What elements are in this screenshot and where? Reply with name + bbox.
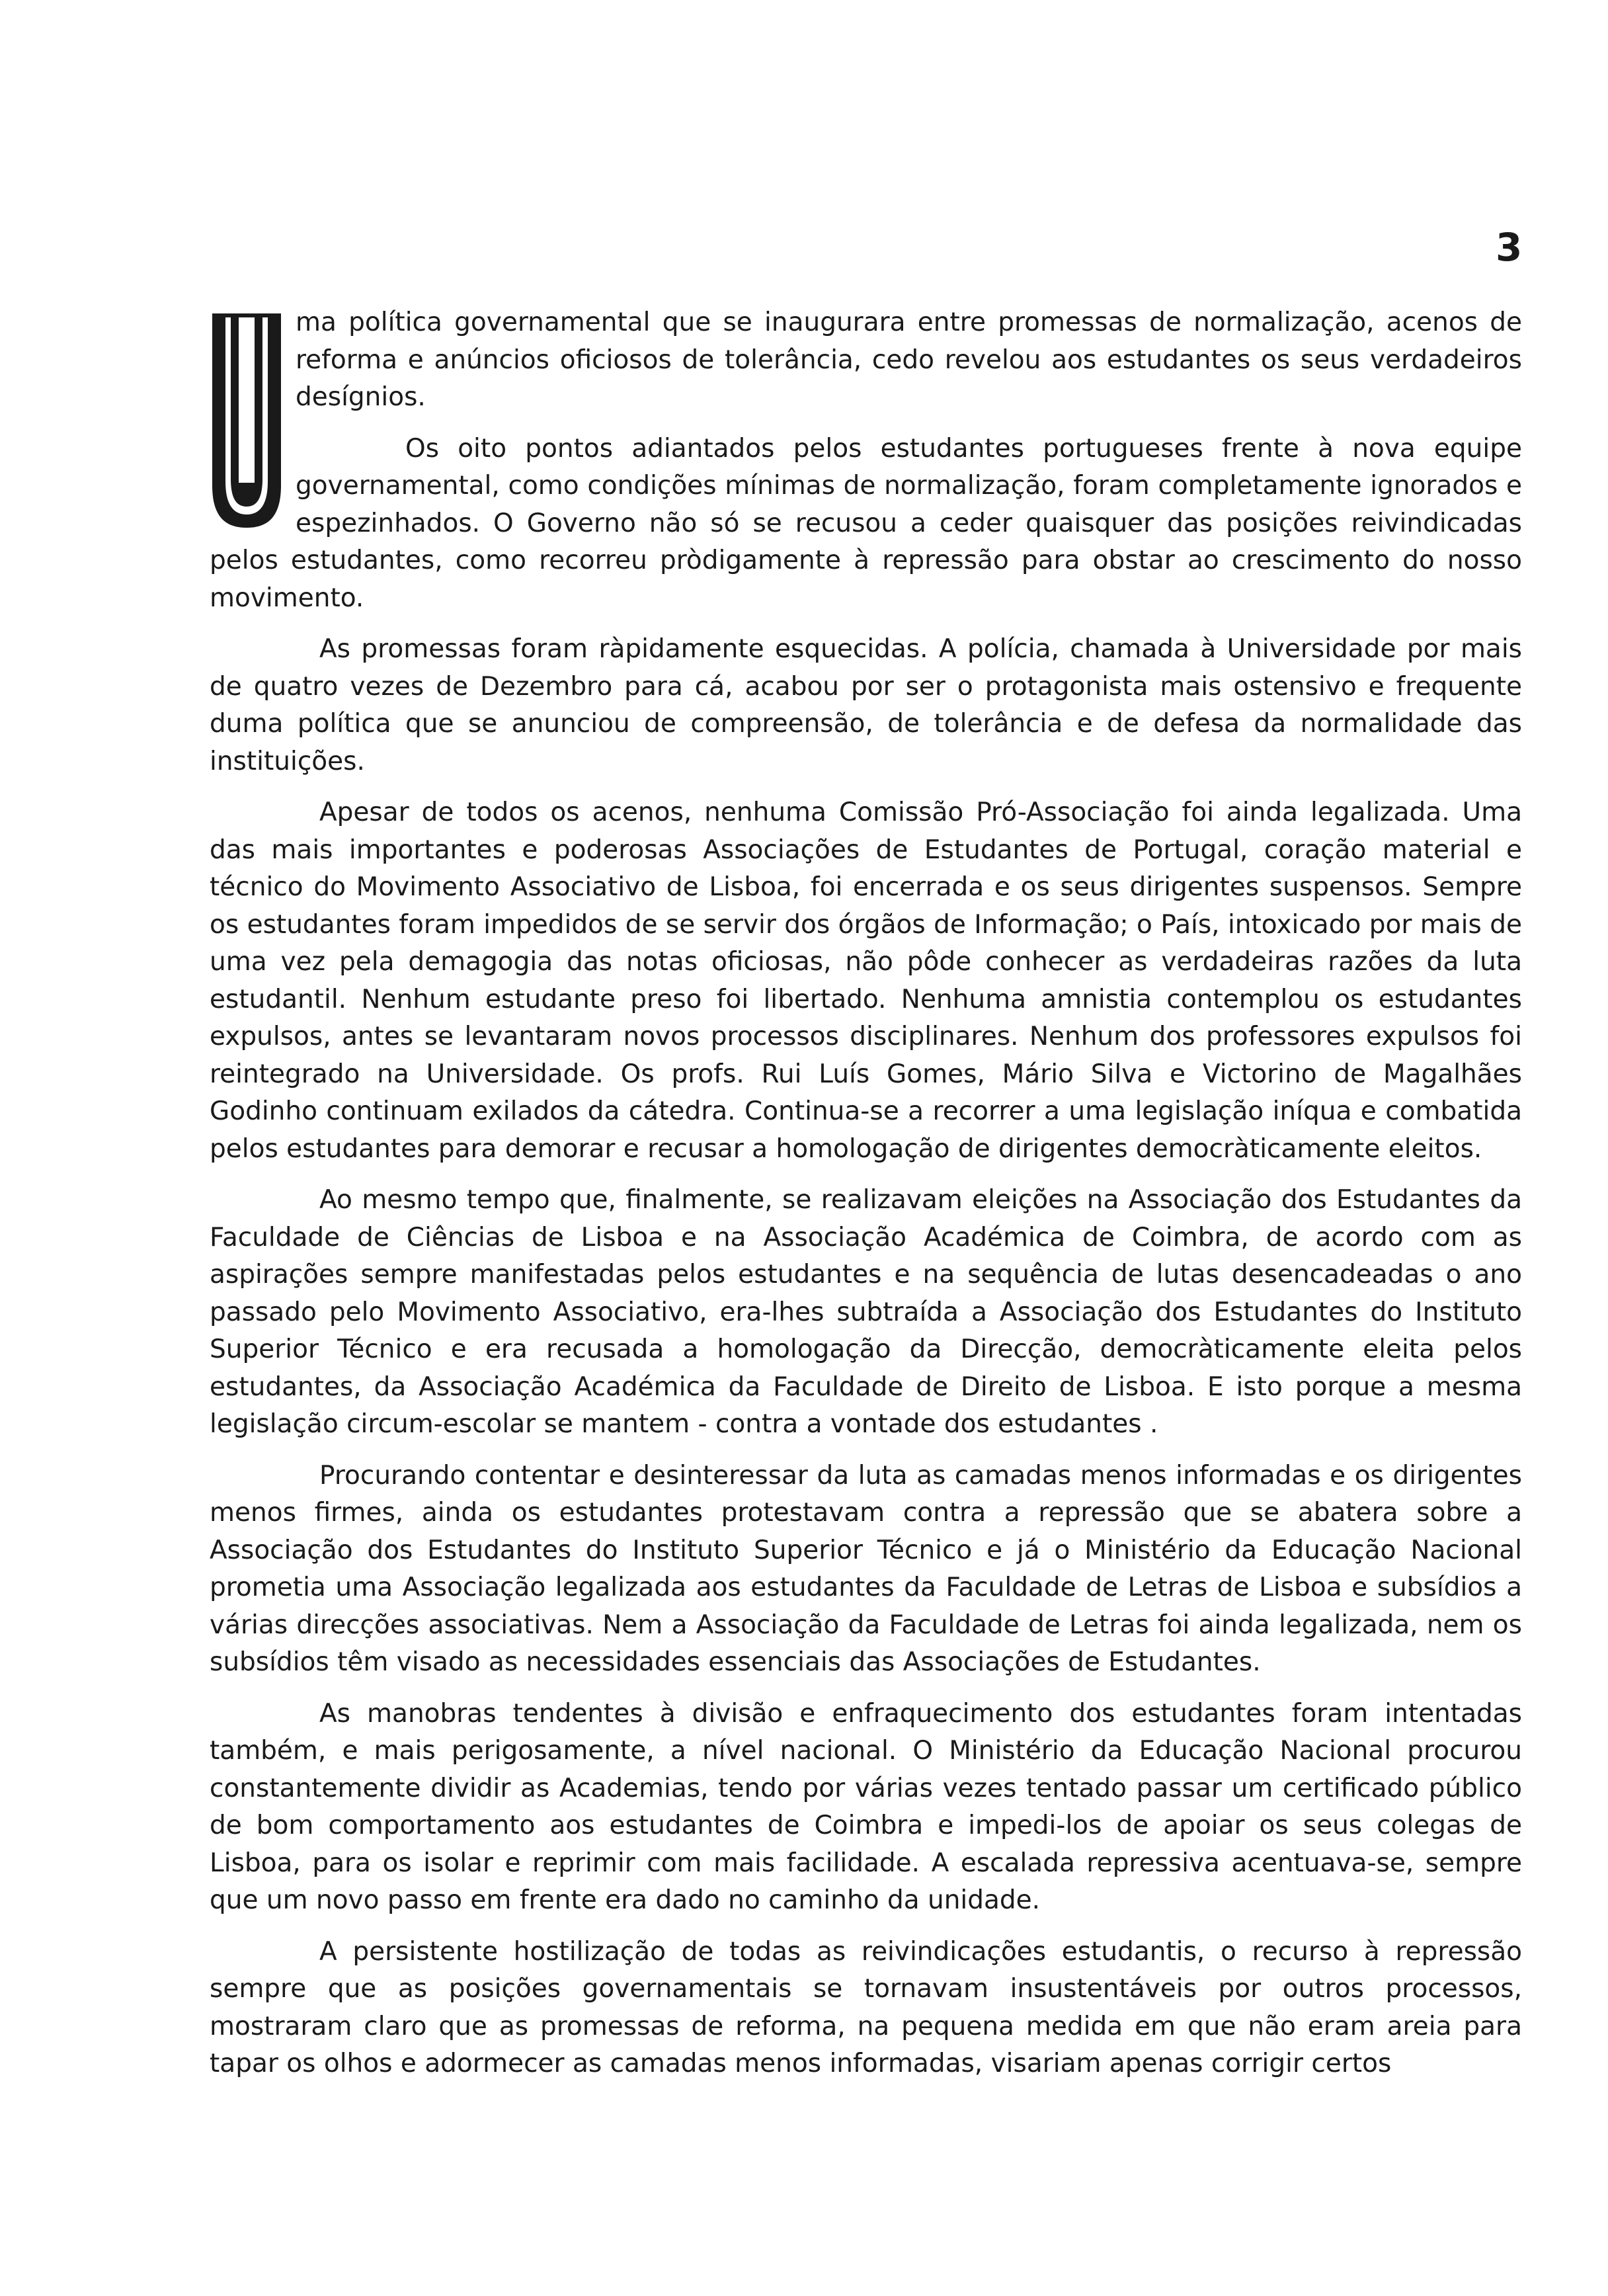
dropcap-letter-u bbox=[210, 308, 284, 530]
dropcap-graphic bbox=[210, 308, 284, 530]
article-body bbox=[210, 304, 1522, 2097]
paragraph-1 bbox=[210, 304, 1522, 417]
paragraph-1-text: ma política governamental que se inaugurara entre promessas de normalização, acenos de reforma e anúncios oficiosos de tolerância, cedo revelou aos estudantes os seus verdadeiros desígnios. bbox=[296, 308, 1522, 412]
paragraph-7: As manobras tendentes à divisão e enfraquecimento dos estudantes foram intentadas também, e mais perigosamente, a nível nacional. O Ministério da Educação Nacional procurou constantemente dividir as Academias, tendo por várias vezes tentado passar um certificado público de bom comportamento aos estudantes de Coimbra e impedi-los de apoiar os seus colegas de Lisboa, para os isolar e reprimir com mais facilidade. A escalada repressiva acentuava-se, sempre que um novo passo em frente era dado no caminho da unidade. bbox=[210, 1698, 1522, 1915]
paragraph-2: Os oito pontos adiantados pelos estudantes portugueses frente à nova equipe governamental, como condições mínimas de normalização, foram completamente ignorados e espezinhados. O Governo não só se recusou a ceder quaisquer das posições reivindicadas pelos estudantes, como recorreu pròdigamente à repressão para obstar ao crescimento do nosso movimento. bbox=[210, 433, 1522, 613]
paragraph-4: Apesar de todos os acenos, nenhuma Comissão Pró-Associação foi ainda legalizada. Uma das mais importantes e poderosas Associações de Estudantes de Portugal, coração material e técnico do Movimento Associativo de Lisboa, foi encerrada e os seus dirigentes suspensos. Sempre os estudantes foram impedidos de se servir dos órgãos de Informação; o País, intoxicado por mais de uma vez pela demagogia das notas oficiosas, não pôde conhecer as verdadeiras razões da luta estudantil. Nenhum estudante preso foi libertado. Nenhuma amnistia contemplou os estudantes expulsos, antes se levantaram novos processos disciplinares. Nenhum dos professores expulsos foi reintegrado na Universidade. Os profs. Rui Luís Gomes, Mário Silva e Victorino de Magalhães Godinho continuam exilados da cátedra. Continua-se a recorrer a uma legislação iníqua e combatida pelos estudantes para demorar e recusar a homologação de dirigentes democràticamente eleitos. bbox=[210, 798, 1522, 1164]
paragraph-3: As promessas foram ràpidamente esquecidas. A polícia, chamada à Universidade por mais de quatro vezes de Dezembro para cá, acabou por ser o protagonista mais ostensivo e frequente duma política que se anunciou de compreensão, de tolerância e de defesa da normalidade das instituições. bbox=[210, 634, 1522, 776]
paragraph-8: A persistente hostilização de todas as reivindicações estudantis, o recurso à repressão sempre que as posições governamentais se tornavam insustentáveis por outros processos, mostraram claro que as promessas de reforma, na pequena medida em que não eram areia para tapar os olhos e adormecer as camadas menos informadas, visariam apenas corrigir certos bbox=[210, 1936, 1522, 2078]
paragraph-6: Procurando contentar e desinteressar da luta as camadas menos informadas e os dirigentes menos firmes, ainda os estudantes protestavam contra a repressão que se abatera sobre a Associação dos Estudantes do Instituto Superior Técnico e já o Ministério da Educação Nacional prometia uma Associação legalizada aos estudantes da Faculdade de Letras de Lisboa e subsídios a várias direcções associativas. Nem a Associação da Faculdade de Letras foi ainda legalizada, nem os subsídios têm visado as necessidades essenciais das Associações de Estudantes. bbox=[210, 1460, 1522, 1677]
page-number: 3 bbox=[1496, 225, 1523, 270]
paragraph-5: Ao mesmo tempo que, finalmente, se realizavam eleições na Associação dos Estudantes da Faculdade de Ciências de Lisboa e na Associação Académica de Coimbra, de acordo com as aspirações sempre manifestadas pelos estudantes e na sequência de lutas desencadeadas o ano passado pelo Movimento Associativo, era-lhes subtraída a Associação dos Estudantes do Instituto Superior Técnico e era recusada a homologação da Direcção, democràticamente eleita pelos estudantes, da Associação Académica da Faculdade de Direito de Lisboa. E isto porque a mesma legislação circum-escolar se mantem - contra a vontade dos estudantes . bbox=[210, 1185, 1522, 1439]
